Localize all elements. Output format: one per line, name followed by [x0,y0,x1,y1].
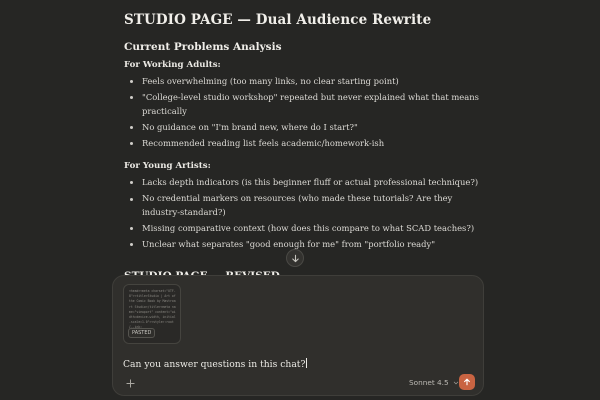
message-input[interactable] [123,358,307,370]
list-item: Unclear what separates "good enough for me" from "portfolio ready" [124,238,484,252]
pasted-badge: PASTED [128,328,155,338]
document-content [124,12,484,254]
model-selector-label: Sonnet 4.5 [409,378,449,387]
send-button[interactable] [459,374,475,390]
add-attachment-button[interactable] [123,376,137,390]
list-item: No guidance on "I'm brand new, where do I start?" [124,121,484,135]
model-selector[interactable] [409,378,459,387]
message-input-value: Can you answer questions in this chat? [123,359,306,370]
bullet-list-young-artists [124,176,484,251]
list-item: "College-level studio workshop" repeated but never explained what that means practically [124,91,484,118]
group-heading-young-artists: For Young Artists: [124,161,211,172]
chevron-down-icon [453,380,459,386]
list-item: Lacks depth indicators (is this beginner fluff or actual professional technique?) [124,176,484,190]
list-item: No credential markers on resources (who made these tutorials? Are they industry-standard?) [124,192,484,219]
list-item: Recommended reading list feels academic/homework-ish [124,137,484,151]
list-item: Missing comparative context (how does this compare to what SCAD teaches?) [124,222,484,236]
plus-icon [126,379,135,388]
pasted-content-preview: <head><meta charset="UTF-8"><title>Studio | Art of the Comic Book by Mastroart Studio</title><meta name="viewport" content="width=device-width, initial-scale=1.0"><style>:root [129,289,176,325]
text-caret [306,358,307,368]
scroll-to-bottom-button[interactable] [286,249,304,267]
pasted-content-card[interactable] [123,284,181,344]
arrow-up-icon [463,378,471,386]
section-title: Current Problems Analysis [124,41,282,53]
group-heading-working-adults: For Working Adults: [124,60,221,70]
list-item: Feels overwhelming (too many links, no clear starting point) [124,75,484,89]
message-composer [112,275,484,396]
bullet-list-working-adults [124,75,484,150]
arrow-down-icon [291,254,300,263]
document-title: STUDIO PAGE — Dual Audience Rewrite [124,12,432,28]
